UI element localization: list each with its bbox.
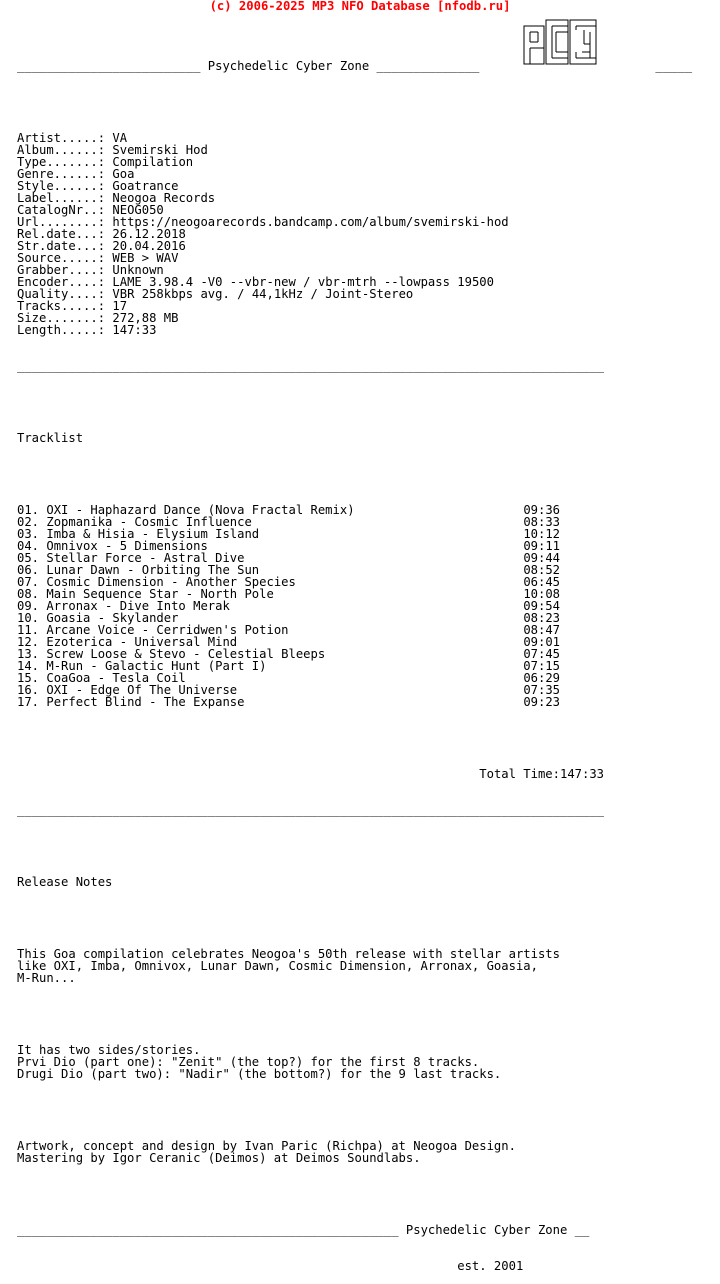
track-number: 15. xyxy=(17,671,40,685)
total-time-value: 147:33 xyxy=(559,767,605,781)
info-label: CatalogNr..: xyxy=(17,203,106,217)
info-label: Source.....: xyxy=(17,251,106,265)
track-number: 11. xyxy=(17,623,40,637)
track-title: Goasia - Skylander xyxy=(46,611,179,625)
track-title: Perfect Blind - The Expanse xyxy=(46,695,245,709)
info-label: Rel.date...: xyxy=(17,227,106,241)
track-time: 09:23 xyxy=(523,695,560,709)
info-label: Type.......: xyxy=(17,155,106,169)
track-number: 13. xyxy=(17,647,40,661)
total-time xyxy=(17,768,692,780)
track-time: 08:52 xyxy=(523,563,560,577)
notes-line: Prvi Dio (part one): "Zenit" (the top?) for the first 8 tracks. xyxy=(17,1055,480,1069)
info-value: Goa xyxy=(112,167,135,181)
info-label: Artist.....: xyxy=(17,131,106,145)
info-label: Encoder....: xyxy=(17,275,106,289)
info-value: VBR 258kbps avg. / 44,1kHz / Joint-Stereo xyxy=(112,287,414,301)
track-number: 03. xyxy=(17,527,40,541)
info-label: Genre......: xyxy=(17,167,106,181)
track-time: 07:15 xyxy=(523,659,560,673)
footer-est-line xyxy=(17,1260,692,1272)
info-label: Album......: xyxy=(17,143,106,157)
track-number: 08. xyxy=(17,587,40,601)
track-title: M-Run - Galactic Hunt (Part I) xyxy=(46,659,267,673)
track-time: 09:36 xyxy=(523,503,560,517)
footer-est: est. 2001 xyxy=(457,1259,524,1273)
notes-line: M-Run... xyxy=(17,971,76,985)
track-number: 06. xyxy=(17,563,40,577)
track-number: 17. xyxy=(17,695,40,709)
info-label: Style......: xyxy=(17,179,106,193)
info-value: Goatrance xyxy=(112,179,179,193)
track-title: Lunar Dawn - Orbiting The Sun xyxy=(46,563,260,577)
info-label: Size.......: xyxy=(17,311,106,325)
track-title: Omnivox - 5 Dimensions xyxy=(46,539,208,553)
track-time: 09:01 xyxy=(523,635,560,649)
track-number: 14. xyxy=(17,659,40,673)
notes-paragraph-2 xyxy=(17,1044,692,1080)
footer-title: Psychedelic Cyber Zone xyxy=(405,1223,568,1237)
info-label: Grabber....: xyxy=(17,263,106,277)
track-title: Stellar Force - Astral Dive xyxy=(46,551,245,565)
track-number: 10. xyxy=(17,611,40,625)
info-value: NEOG050 xyxy=(112,203,164,217)
track-title: Imba & Hisia - Elysium Island xyxy=(46,527,260,541)
notes-paragraph-1 xyxy=(17,948,692,984)
tracklist-heading: Tracklist xyxy=(17,431,84,445)
notes-line: Mastering by Igor Ceranic (Deimos) at Deimos Soundlabs. xyxy=(17,1151,421,1165)
track-number: 16. xyxy=(17,683,40,697)
info-label: Quality....: xyxy=(17,287,106,301)
track-time: 10:12 xyxy=(523,527,560,541)
track-number: 12. xyxy=(17,635,40,649)
track-time: 07:35 xyxy=(523,683,560,697)
header-line: _________________________ Psychedelic Cyber Zone ______________ _____ xyxy=(17,59,693,73)
track-time: 09:44 xyxy=(523,551,560,565)
track-time: 09:11 xyxy=(523,539,560,553)
info-label: Label......: xyxy=(17,191,106,205)
info-value: WEB > WAV xyxy=(112,251,179,265)
info-label: Url........: xyxy=(17,215,106,229)
track-number: 09. xyxy=(17,599,40,613)
info-label: Str.date...: xyxy=(17,239,106,253)
track-number: 01. xyxy=(17,503,40,517)
track-title: Arcane Voice - Cerridwen's Potion xyxy=(46,623,289,637)
info-label: Tracks.....: xyxy=(17,299,106,313)
track-time: 08:33 xyxy=(523,515,560,529)
track-title: Screw Loose & Stevo - Celestial Bleeps xyxy=(46,647,326,661)
nfodb-banner: (c) 2006-2025 MP3 NFO Database [nfodb.ru] xyxy=(209,0,511,13)
info-value: LAME 3.98.4 -V0 --vbr-new / vbr-mtrh --lowpass 19500 xyxy=(112,275,494,289)
info-value: 147:33 xyxy=(112,323,157,337)
track-title: CoaGoa - Tesla Coil xyxy=(46,671,186,685)
header-title: Psychedelic Cyber Zone xyxy=(207,59,370,73)
track-number: 02. xyxy=(17,515,40,529)
track-title: Arronax - Dive Into Merak xyxy=(46,599,230,613)
info-block xyxy=(17,132,692,336)
track-time: 07:45 xyxy=(523,647,560,661)
divider: ________________________________________________________________________________ xyxy=(17,803,604,817)
track-time: 10:08 xyxy=(523,587,560,601)
footer-line: ____________________________________________________ Psychedelic Cyber Zone __ xyxy=(17,1223,590,1237)
notes-line: This Goa compilation celebrates Neogoa's 50th release with stellar artists xyxy=(17,947,560,961)
info-value: Neogoa Records xyxy=(112,191,216,205)
track-time: 06:45 xyxy=(523,575,560,589)
notes-line: Drugi Dio (part two): "Nadir" (the bottom?) for the 9 last tracks. xyxy=(17,1067,502,1081)
info-value: https://neogoarecords.bandcamp.com/album/svemirski-hod xyxy=(112,215,509,229)
track-number: 05. xyxy=(17,551,40,565)
divider: ________________________________________________________________________________ xyxy=(17,359,604,373)
track-time: 08:47 xyxy=(523,623,560,637)
track-title: OXI - Haphazard Dance (Nova Fractal Remix) xyxy=(46,503,355,517)
track-row xyxy=(17,696,692,708)
track-time: 08:23 xyxy=(523,611,560,625)
info-value: Unknown xyxy=(112,263,164,277)
info-value: 26.12.2018 xyxy=(112,227,186,241)
track-time: 09:54 xyxy=(523,599,560,613)
info-value: Compilation xyxy=(112,155,194,169)
info-value: VA xyxy=(112,131,128,145)
total-time-label: Total Time: xyxy=(479,767,560,781)
track-title: Zopmanika - Cosmic Influence xyxy=(46,515,252,529)
info-value: 272,88 MB xyxy=(112,311,179,325)
track-title: Main Sequence Star - North Pole xyxy=(46,587,274,601)
track-title: Ezoterica - Universal Mind xyxy=(46,635,238,649)
track-number: 07. xyxy=(17,575,40,589)
notes-line: like OXI, Imba, Omnivox, Lunar Dawn, Cosmic Dimension, Arronax, Goasia, xyxy=(17,959,538,973)
track-title: Cosmic Dimension - Another Species xyxy=(46,575,296,589)
info-value: Svemirski Hod xyxy=(112,143,208,157)
track-number: 04. xyxy=(17,539,40,553)
info-label: Length.....: xyxy=(17,323,106,337)
nfo-text xyxy=(17,36,692,1284)
tracklist xyxy=(17,504,692,708)
notes-paragraph-3 xyxy=(17,1140,692,1164)
info-value: 20.04.2016 xyxy=(112,239,186,253)
track-time: 06:29 xyxy=(523,671,560,685)
info-row xyxy=(17,324,692,336)
track-title: OXI - Edge Of The Universe xyxy=(46,683,238,697)
notes-line: It has two sides/stories. xyxy=(17,1043,201,1057)
info-value: 17 xyxy=(112,299,128,313)
release-notes-heading: Release Notes xyxy=(17,875,113,889)
notes-line: Artwork, concept and design by Ivan Paric (Richpa) at Neogoa Design. xyxy=(17,1139,516,1153)
